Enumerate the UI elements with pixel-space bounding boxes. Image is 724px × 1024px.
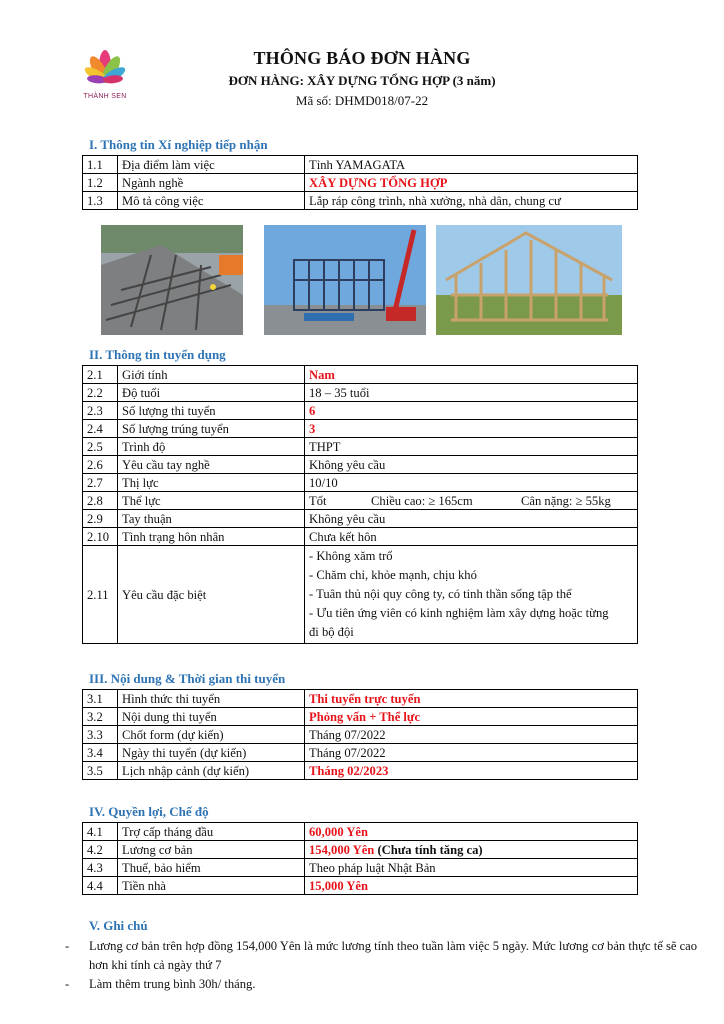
photo-wooden-house xyxy=(436,225,622,335)
row-number: 4.1 xyxy=(83,823,118,841)
list-item: đi bộ đội xyxy=(309,625,354,639)
row-label: Tiền nhà xyxy=(118,877,305,895)
row-value: Tháng 02/2023 xyxy=(305,762,638,780)
table-row xyxy=(83,492,638,510)
table-row xyxy=(83,726,638,744)
row-number: 2.1 xyxy=(83,366,118,384)
row-label: Yêu cầu tay nghề xyxy=(118,456,305,474)
row-label: Thuế, bảo hiểm xyxy=(118,859,305,877)
row-value: 15,000 Yên xyxy=(305,877,638,895)
row-number: 2.9 xyxy=(83,510,118,528)
row-label: Độ tuổi xyxy=(118,384,305,402)
salary-note: (Chưa tính tăng ca) xyxy=(374,842,483,857)
row-value: Thi tuyển trực tuyến xyxy=(305,690,638,708)
row-number: 2.6 xyxy=(83,456,118,474)
table-row xyxy=(83,528,638,546)
row-label: Số lượng trúng tuyển xyxy=(118,420,305,438)
table-row xyxy=(83,841,638,859)
row-value: Lắp ráp công trình, nhà xưởng, nhà dân, chung cư xyxy=(305,192,638,210)
row-number: 2.4 xyxy=(83,420,118,438)
row-number: 2.10 xyxy=(83,528,118,546)
row-value: Tháng 07/2022 xyxy=(305,726,638,744)
list-item: - Chăm chỉ, khỏe mạnh, chịu khó xyxy=(309,568,477,582)
table-row xyxy=(83,823,638,841)
row-label: Tình trạng hôn nhân xyxy=(118,528,305,546)
table-row xyxy=(83,546,638,644)
row-number: 4.2 xyxy=(83,841,118,859)
row-value: Tỉnh YAMAGATA xyxy=(305,156,638,174)
table-row xyxy=(83,510,638,528)
salary-value: 154,000 Yên xyxy=(309,842,375,857)
table-row xyxy=(83,192,638,210)
note-text: Lương cơ bản trên hợp đồng 154,000 Yên là mức lương tính theo tuần làm việc 5 ngày. Mức lương cơ bản thực tế sẽ cao hơn khi tính cả ngày thứ 7 xyxy=(89,939,698,972)
row-value: 10/10 xyxy=(305,474,638,492)
row-value: 18 – 35 tuổi xyxy=(305,384,638,402)
page-title: THÔNG BÁO ĐƠN HÀNG xyxy=(253,48,471,68)
row-value: Nam xyxy=(305,366,638,384)
row-number: 2.7 xyxy=(83,474,118,492)
row-label: Lịch nhập cảnh (dự kiến) xyxy=(118,762,305,780)
section-1-title: I. Thông tin Xí nghiệp tiếp nhận xyxy=(89,137,268,152)
photo-steel-frame xyxy=(101,225,243,335)
row-value: Tháng 07/2022 xyxy=(305,744,638,762)
table-row xyxy=(83,762,638,780)
section-4-table xyxy=(82,822,638,895)
table-row xyxy=(83,156,638,174)
row-number: 4.4 xyxy=(83,877,118,895)
section-2-table xyxy=(82,365,638,644)
bullet-dash: - xyxy=(65,939,70,953)
physique-value: Tốt xyxy=(309,493,327,508)
section-2-title: II. Thông tin tuyển dụng xyxy=(89,347,226,362)
row-value: Không yêu cầu xyxy=(305,510,638,528)
table-row xyxy=(83,402,638,420)
row-number: 2.8 xyxy=(83,492,118,510)
row-label: Mô tả công việc xyxy=(118,192,305,210)
table-row xyxy=(83,474,638,492)
row-label: Trình độ xyxy=(118,438,305,456)
row-number: 4.3 xyxy=(83,859,118,877)
row-value xyxy=(305,492,638,510)
list-item: - Tuân thủ nội quy công ty, có tinh thần sống tập thể xyxy=(309,587,572,601)
row-value xyxy=(305,841,638,859)
logo-text: THÀNH SEN xyxy=(83,93,127,100)
weight-requirement: Cân nặng: ≥ 55kg xyxy=(521,493,611,508)
row-label: Tay thuận xyxy=(118,510,305,528)
row-number: 1.3 xyxy=(83,192,118,210)
table-row xyxy=(83,708,638,726)
list-item: - Không xăm trổ xyxy=(309,549,393,563)
row-value: Không yêu cầu xyxy=(305,456,638,474)
table-row xyxy=(83,744,638,762)
section-3-table xyxy=(82,689,638,780)
row-label: Ngày thi tuyển (dự kiến) xyxy=(118,744,305,762)
row-value: 60,000 Yên xyxy=(305,823,638,841)
row-value: THPT xyxy=(305,438,638,456)
list-item: - Ưu tiên ứng viên có kinh nghiệm làm xây dựng hoặc từng xyxy=(309,606,609,620)
row-value: 6 xyxy=(305,402,638,420)
section-3-title: III. Nội dung & Thời gian thi tuyển xyxy=(89,671,286,686)
row-label: Ngành nghề xyxy=(118,174,305,192)
row-label: Yêu cầu đặc biệt xyxy=(118,546,305,644)
table-row xyxy=(83,690,638,708)
section-1-table xyxy=(82,155,638,210)
bullet-dash: - xyxy=(65,977,70,991)
table-row xyxy=(83,877,638,895)
section-4-title: IV. Quyền lợi, Chế độ xyxy=(89,804,209,819)
row-number: 2.5 xyxy=(83,438,118,456)
row-number: 1.1 xyxy=(83,156,118,174)
row-label: Thể lực xyxy=(118,492,305,510)
row-label: Địa điểm làm việc xyxy=(118,156,305,174)
row-label: Nội dung thi tuyển xyxy=(118,708,305,726)
row-number: 2.2 xyxy=(83,384,118,402)
table-row xyxy=(83,456,638,474)
row-label: Chốt form (dự kiến) xyxy=(118,726,305,744)
table-row xyxy=(83,859,638,877)
row-label: Hình thức thi tuyển xyxy=(118,690,305,708)
row-label: Giới tính xyxy=(118,366,305,384)
page-subtitle: ĐƠN HÀNG: XÂY DỰNG TỔNG HỢP (3 năm) xyxy=(228,73,496,88)
row-number: 1.2 xyxy=(83,174,118,192)
row-label: Trợ cấp tháng đầu xyxy=(118,823,305,841)
row-label: Số lượng thi tuyển xyxy=(118,402,305,420)
order-code: Mã số: DHMD018/07-22 xyxy=(295,93,429,108)
note-text: Làm thêm trung bình 30h/ tháng. xyxy=(89,977,256,991)
row-value: XÂY DỰNG TỔNG HỢP xyxy=(305,174,638,192)
row-number: 3.2 xyxy=(83,708,118,726)
section-5-title: V. Ghi chú xyxy=(89,918,148,933)
row-value: Theo pháp luật Nhật Bản xyxy=(305,859,638,877)
row-number: 2.11 xyxy=(83,546,118,644)
table-row xyxy=(83,438,638,456)
row-number: 3.3 xyxy=(83,726,118,744)
table-row xyxy=(83,174,638,192)
row-number: 3.1 xyxy=(83,690,118,708)
row-value: Chưa kết hôn xyxy=(305,528,638,546)
table-row xyxy=(83,420,638,438)
row-label: Thị lực xyxy=(118,474,305,492)
row-value: 3 xyxy=(305,420,638,438)
photo-crane-building xyxy=(264,225,426,335)
special-requirements xyxy=(305,546,638,644)
row-label: Lương cơ bản xyxy=(118,841,305,859)
row-number: 2.3 xyxy=(83,402,118,420)
row-number: 3.5 xyxy=(83,762,118,780)
row-value: Phỏng vấn + Thể lực xyxy=(305,708,638,726)
table-row xyxy=(83,384,638,402)
row-number: 3.4 xyxy=(83,744,118,762)
table-row xyxy=(83,366,638,384)
height-requirement: Chiều cao: ≥ 165cm xyxy=(371,493,473,508)
